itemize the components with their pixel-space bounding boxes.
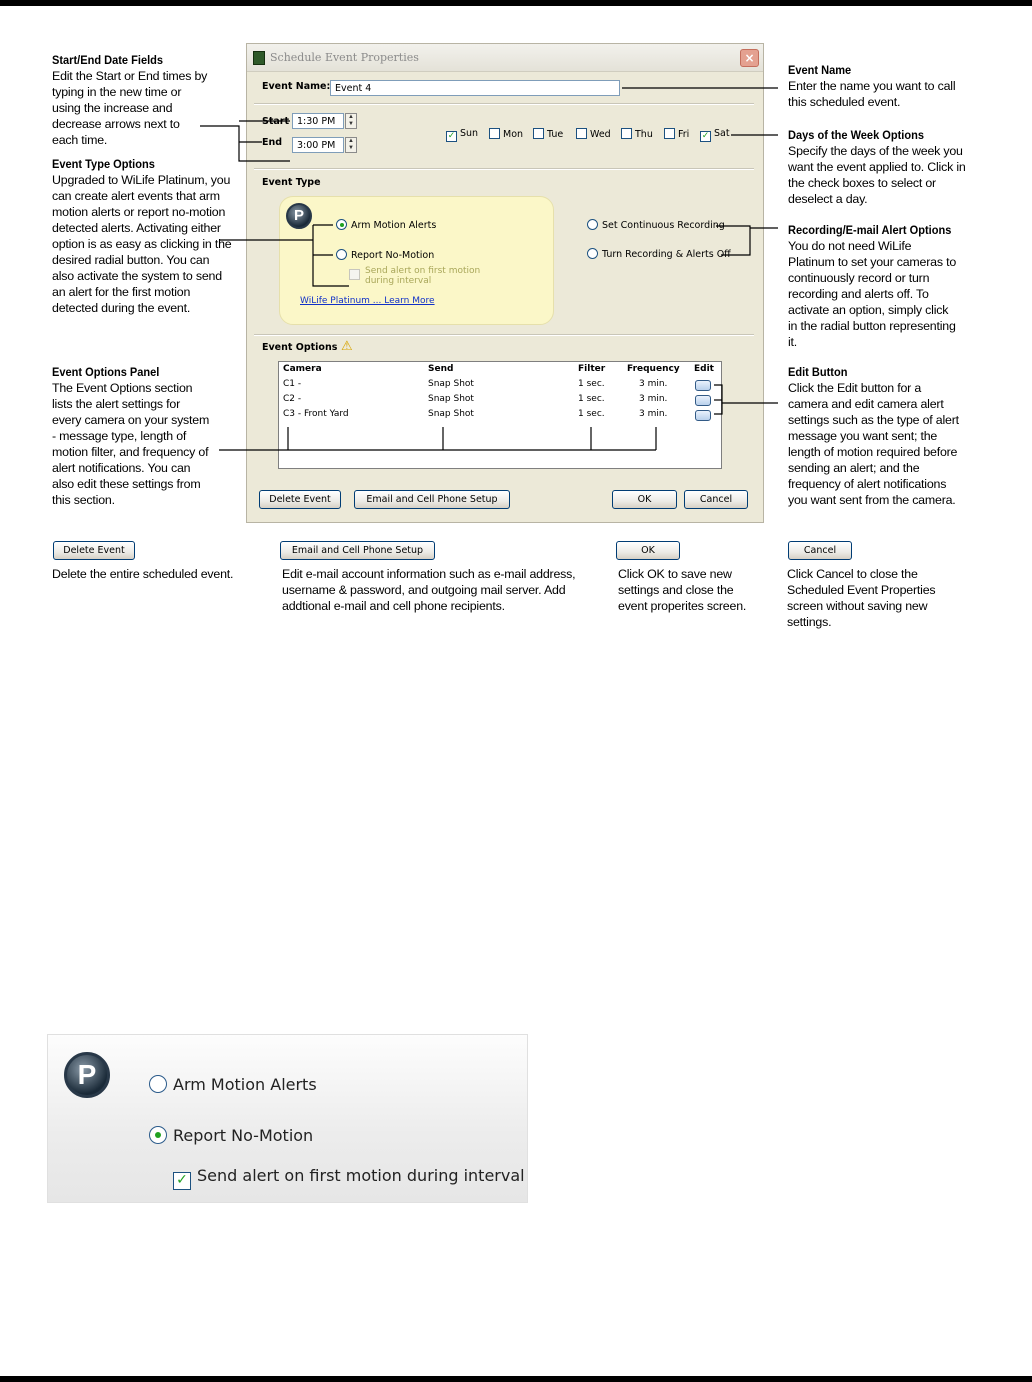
radio-icon[interactable] bbox=[336, 219, 347, 230]
radio-icon[interactable] bbox=[336, 249, 347, 260]
annotation-body: You do not need WiLife Platinum to set your cameras to continuously record or turn recording and alerts off. To activate an option, simply click in the radial button representing it. bbox=[788, 239, 957, 349]
legend-ok-desc: Click OK to save new settings and close the event properites screen. bbox=[618, 567, 747, 613]
legend-email-setup-desc: Edit e-mail account information such as e-mail address, username & password, and outgoing mail server. Add addtional e-mail and cell phone recipients. bbox=[282, 567, 576, 613]
annotation-body: Edit the Start or End times by typing in the new time or using the increase and decrease arrows next to each time. bbox=[52, 69, 208, 147]
column-header: Send bbox=[428, 364, 454, 374]
annotation-event-name bbox=[788, 63, 974, 110]
separator bbox=[254, 103, 754, 105]
cell-frequency: 3 min. bbox=[639, 394, 668, 404]
cell-filter: 1 sec. bbox=[578, 394, 605, 404]
checkbox-icon[interactable] bbox=[576, 128, 587, 139]
top-rule bbox=[0, 0, 1032, 6]
learn-more-link[interactable]: WiLife Platinum ... Learn More bbox=[300, 296, 435, 306]
zoom-report-no-motion-option[interactable] bbox=[149, 1126, 313, 1145]
annotation-title: Start/End Date Fields bbox=[52, 53, 164, 67]
checkbox-checked-icon[interactable]: ✓ bbox=[447, 131, 456, 141]
zoomed-platinum-options bbox=[47, 1034, 528, 1203]
annotation-title: Event Options Panel bbox=[52, 365, 160, 379]
radio-icon[interactable] bbox=[149, 1126, 167, 1144]
day-checkbox-fri[interactable] bbox=[664, 128, 689, 140]
turn-off-label: Turn Recording & Alerts Off bbox=[602, 249, 731, 260]
day-label: Sat bbox=[714, 128, 730, 139]
annotation-body: Enter the name you want to call this scheduled event. bbox=[788, 79, 956, 109]
event-type-label: Event Type bbox=[262, 177, 321, 188]
annotation-body: Click the Edit button for a camera and edit camera alert settings such as the type of alert message you want sent; the length of motion required before sending an alert; and the frequency of alert notifications you want sent from the camera. bbox=[788, 381, 959, 507]
end-spinner-icon[interactable]: ▲ ▼ bbox=[345, 137, 357, 153]
annotation-title: Event Name bbox=[788, 63, 852, 77]
radio-icon[interactable] bbox=[149, 1075, 167, 1093]
annotation-body: The Event Options section lists the alert settings for every camera on your system - message type, length of motion filter, and frequency of alert notifications. You can also edit these settings from this section. bbox=[52, 381, 210, 507]
end-time-input[interactable]: 3:00 PM bbox=[292, 137, 344, 153]
checkbox-icon[interactable] bbox=[489, 128, 500, 139]
set-continuous-option[interactable] bbox=[587, 219, 725, 231]
cell-filter: 1 sec. bbox=[578, 409, 605, 419]
arm-motion-option[interactable] bbox=[336, 219, 436, 231]
zoom-send-alert-first-label: Send alert on first motion during interval bbox=[197, 1166, 525, 1185]
checkbox-icon[interactable] bbox=[533, 128, 544, 139]
day-label: Mon bbox=[503, 129, 524, 140]
annotation-title: Event Type Options bbox=[52, 157, 155, 171]
checkbox-checked-icon[interactable]: ✓ bbox=[701, 131, 710, 141]
send-alert-first-option[interactable] bbox=[349, 266, 509, 286]
column-header: Camera bbox=[283, 364, 322, 374]
zoom-send-alert-first-option[interactable] bbox=[173, 1166, 525, 1190]
legend-cancel-button: Cancel bbox=[788, 541, 852, 560]
ok-button[interactable]: OK bbox=[612, 490, 677, 509]
day-label: Wed bbox=[590, 129, 611, 140]
dialog-titlebar bbox=[247, 44, 763, 72]
column-header: Frequency bbox=[627, 364, 680, 374]
column-header: Filter bbox=[578, 364, 606, 374]
legend-delete-event-desc: Delete the entire scheduled event. bbox=[52, 567, 234, 581]
warning-icon: ⚠ bbox=[341, 339, 353, 354]
day-label: Tue bbox=[547, 129, 564, 140]
checkbox-icon[interactable] bbox=[621, 128, 632, 139]
send-alert-first-label: Send alert on first motion during interval bbox=[365, 266, 481, 286]
day-checkbox-wed[interactable] bbox=[576, 128, 611, 140]
day-checkbox-sun[interactable] bbox=[446, 128, 478, 142]
close-button[interactable]: × bbox=[740, 49, 759, 67]
day-checkbox-mon[interactable] bbox=[489, 128, 523, 140]
day-checkbox-sat[interactable] bbox=[700, 128, 730, 142]
annotation-title: Recording/E-mail Alert Options bbox=[788, 223, 952, 237]
cell-send: Snap Shot bbox=[428, 394, 474, 404]
checkbox-icon[interactable] bbox=[664, 128, 675, 139]
separator bbox=[254, 168, 754, 170]
column-header: Edit bbox=[694, 364, 714, 374]
day-label: Thu bbox=[635, 129, 653, 140]
annotation-body: Specify the days of the week you want the event applied to. Click in the check boxes to select or deselect a day. bbox=[788, 144, 966, 206]
zoom-report-no-motion-label: Report No-Motion bbox=[173, 1126, 314, 1145]
legend-ok-button: OK bbox=[616, 541, 680, 560]
checkbox-icon[interactable] bbox=[349, 269, 360, 280]
cell-camera: C1 - bbox=[283, 379, 302, 389]
annotation-event-type bbox=[52, 157, 234, 316]
annotation-edit-button bbox=[788, 365, 974, 508]
separator bbox=[254, 334, 754, 336]
radio-icon[interactable] bbox=[587, 248, 598, 259]
turn-off-option[interactable] bbox=[587, 248, 731, 260]
email-setup-button[interactable]: Email and Cell Phone Setup bbox=[354, 490, 510, 509]
edit-row-button[interactable] bbox=[695, 380, 711, 391]
legend-email-setup-button: Email and Cell Phone Setup bbox=[280, 541, 435, 560]
annotation-days bbox=[788, 128, 974, 207]
report-no-motion-option[interactable] bbox=[336, 249, 434, 261]
zoom-arm-motion-option[interactable] bbox=[149, 1075, 317, 1094]
report-no-motion-label: Report No-Motion bbox=[351, 250, 435, 261]
delete-event-button[interactable]: Delete Event bbox=[259, 490, 341, 509]
dialog-title: Schedule Event Properties bbox=[270, 51, 419, 64]
day-label: Fri bbox=[678, 129, 690, 140]
annotation-title: Edit Button bbox=[788, 365, 848, 379]
event-name-label: Event Name: bbox=[262, 81, 331, 92]
cell-camera: C3 - Front Yard bbox=[283, 409, 349, 419]
bottom-rule bbox=[0, 1376, 1032, 1382]
set-continuous-label: Set Continuous Recording bbox=[602, 220, 725, 231]
day-label: Sun bbox=[460, 128, 479, 139]
cell-camera: C2 - bbox=[283, 394, 302, 404]
day-checkbox-thu[interactable] bbox=[621, 128, 653, 140]
annotation-body: Upgraded to WiLife Platinum, you can create alert events that arm motion alerts or report no-motion detected alerts. Activating either option is as easy as clicking in the desired radial button. You can also activate the system to send an alert for the first motion detected during the event. bbox=[52, 173, 232, 315]
start-spinner-icon[interactable]: ▲ ▼ bbox=[345, 113, 357, 129]
platinum-logo-icon: P bbox=[286, 203, 312, 229]
radio-icon[interactable] bbox=[587, 219, 598, 230]
cell-frequency: 3 min. bbox=[639, 409, 668, 419]
end-label: End bbox=[262, 137, 283, 148]
cell-send: Snap Shot bbox=[428, 379, 474, 389]
app-icon bbox=[253, 51, 265, 65]
annotation-event-options bbox=[52, 365, 222, 508]
arm-motion-label: Arm Motion Alerts bbox=[351, 220, 437, 231]
start-label: Start bbox=[262, 116, 290, 127]
annotation-recording bbox=[788, 223, 974, 350]
zoom-arm-motion-label: Arm Motion Alerts bbox=[173, 1075, 317, 1094]
annotation-start-end bbox=[52, 53, 232, 148]
cell-send: Snap Shot bbox=[428, 409, 474, 419]
cancel-button[interactable]: Cancel bbox=[684, 490, 748, 509]
platinum-logo-icon: P bbox=[64, 1052, 110, 1098]
event-options-label: Event Options bbox=[262, 342, 338, 353]
start-time-input[interactable]: 1:30 PM bbox=[292, 113, 344, 129]
day-checkbox-tue[interactable] bbox=[533, 128, 563, 140]
cell-frequency: 3 min. bbox=[639, 379, 668, 389]
checkbox-checked-icon[interactable]: ✓ bbox=[173, 1172, 191, 1190]
cell-filter: 1 sec. bbox=[578, 379, 605, 389]
legend-delete-event-button: Delete Event bbox=[53, 541, 135, 560]
event-options-table bbox=[278, 361, 722, 469]
edit-row-button[interactable] bbox=[695, 395, 711, 406]
edit-row-button[interactable] bbox=[695, 410, 711, 421]
event-name-input[interactable]: Event 4 bbox=[330, 80, 620, 96]
legend-cancel-desc: Click Cancel to close the Scheduled Event Properties screen without saving new settings. bbox=[787, 567, 936, 629]
annotation-title: Days of the Week Options bbox=[788, 128, 924, 142]
